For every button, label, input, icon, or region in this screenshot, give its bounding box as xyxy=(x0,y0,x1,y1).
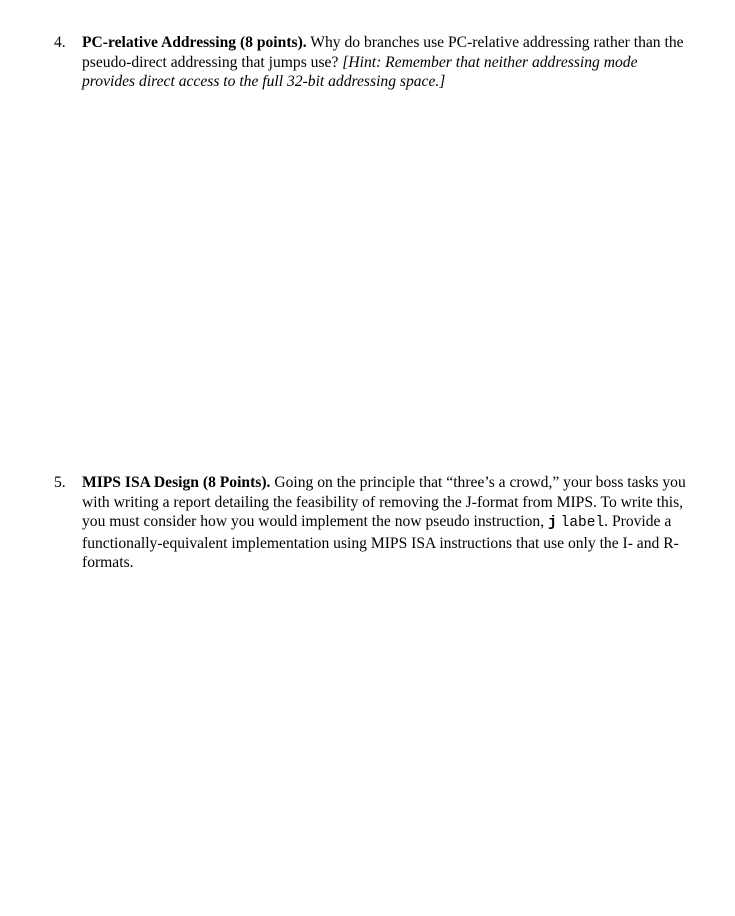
question-body xyxy=(82,473,694,573)
question-title: PC-relative Addressing (8 points). xyxy=(82,34,307,51)
question-number: 5. xyxy=(54,474,66,491)
question-text: Going on the principle that “three’s a crowd,” your boss tasks you with writing a report detailing the feasibility of removing the J-format from MIPS. To write this, you must consider how you would implement the now pseudo instruction, xyxy=(82,474,686,530)
question-5 xyxy=(54,473,694,573)
question-title: MIPS ISA Design (8 Points). xyxy=(82,474,271,491)
question-number: 4. xyxy=(54,34,66,51)
question-4 xyxy=(54,33,694,92)
question-text: Why do branches use PC-relative addressing rather than the pseudo-direct addressing that jumps use? xyxy=(82,34,684,71)
question-hint: [Hint: Remember that neither addressing mode provides direct access to the full 32-bit addressing space.] xyxy=(82,53,638,90)
question-body xyxy=(82,33,694,92)
code-instruction: j xyxy=(548,515,557,531)
code-label: label xyxy=(560,515,605,531)
question-text-continued: . Provide a functionally-equivalent implementation using MIPS ISA instructions that use only the I- and R-formats. xyxy=(82,513,679,571)
